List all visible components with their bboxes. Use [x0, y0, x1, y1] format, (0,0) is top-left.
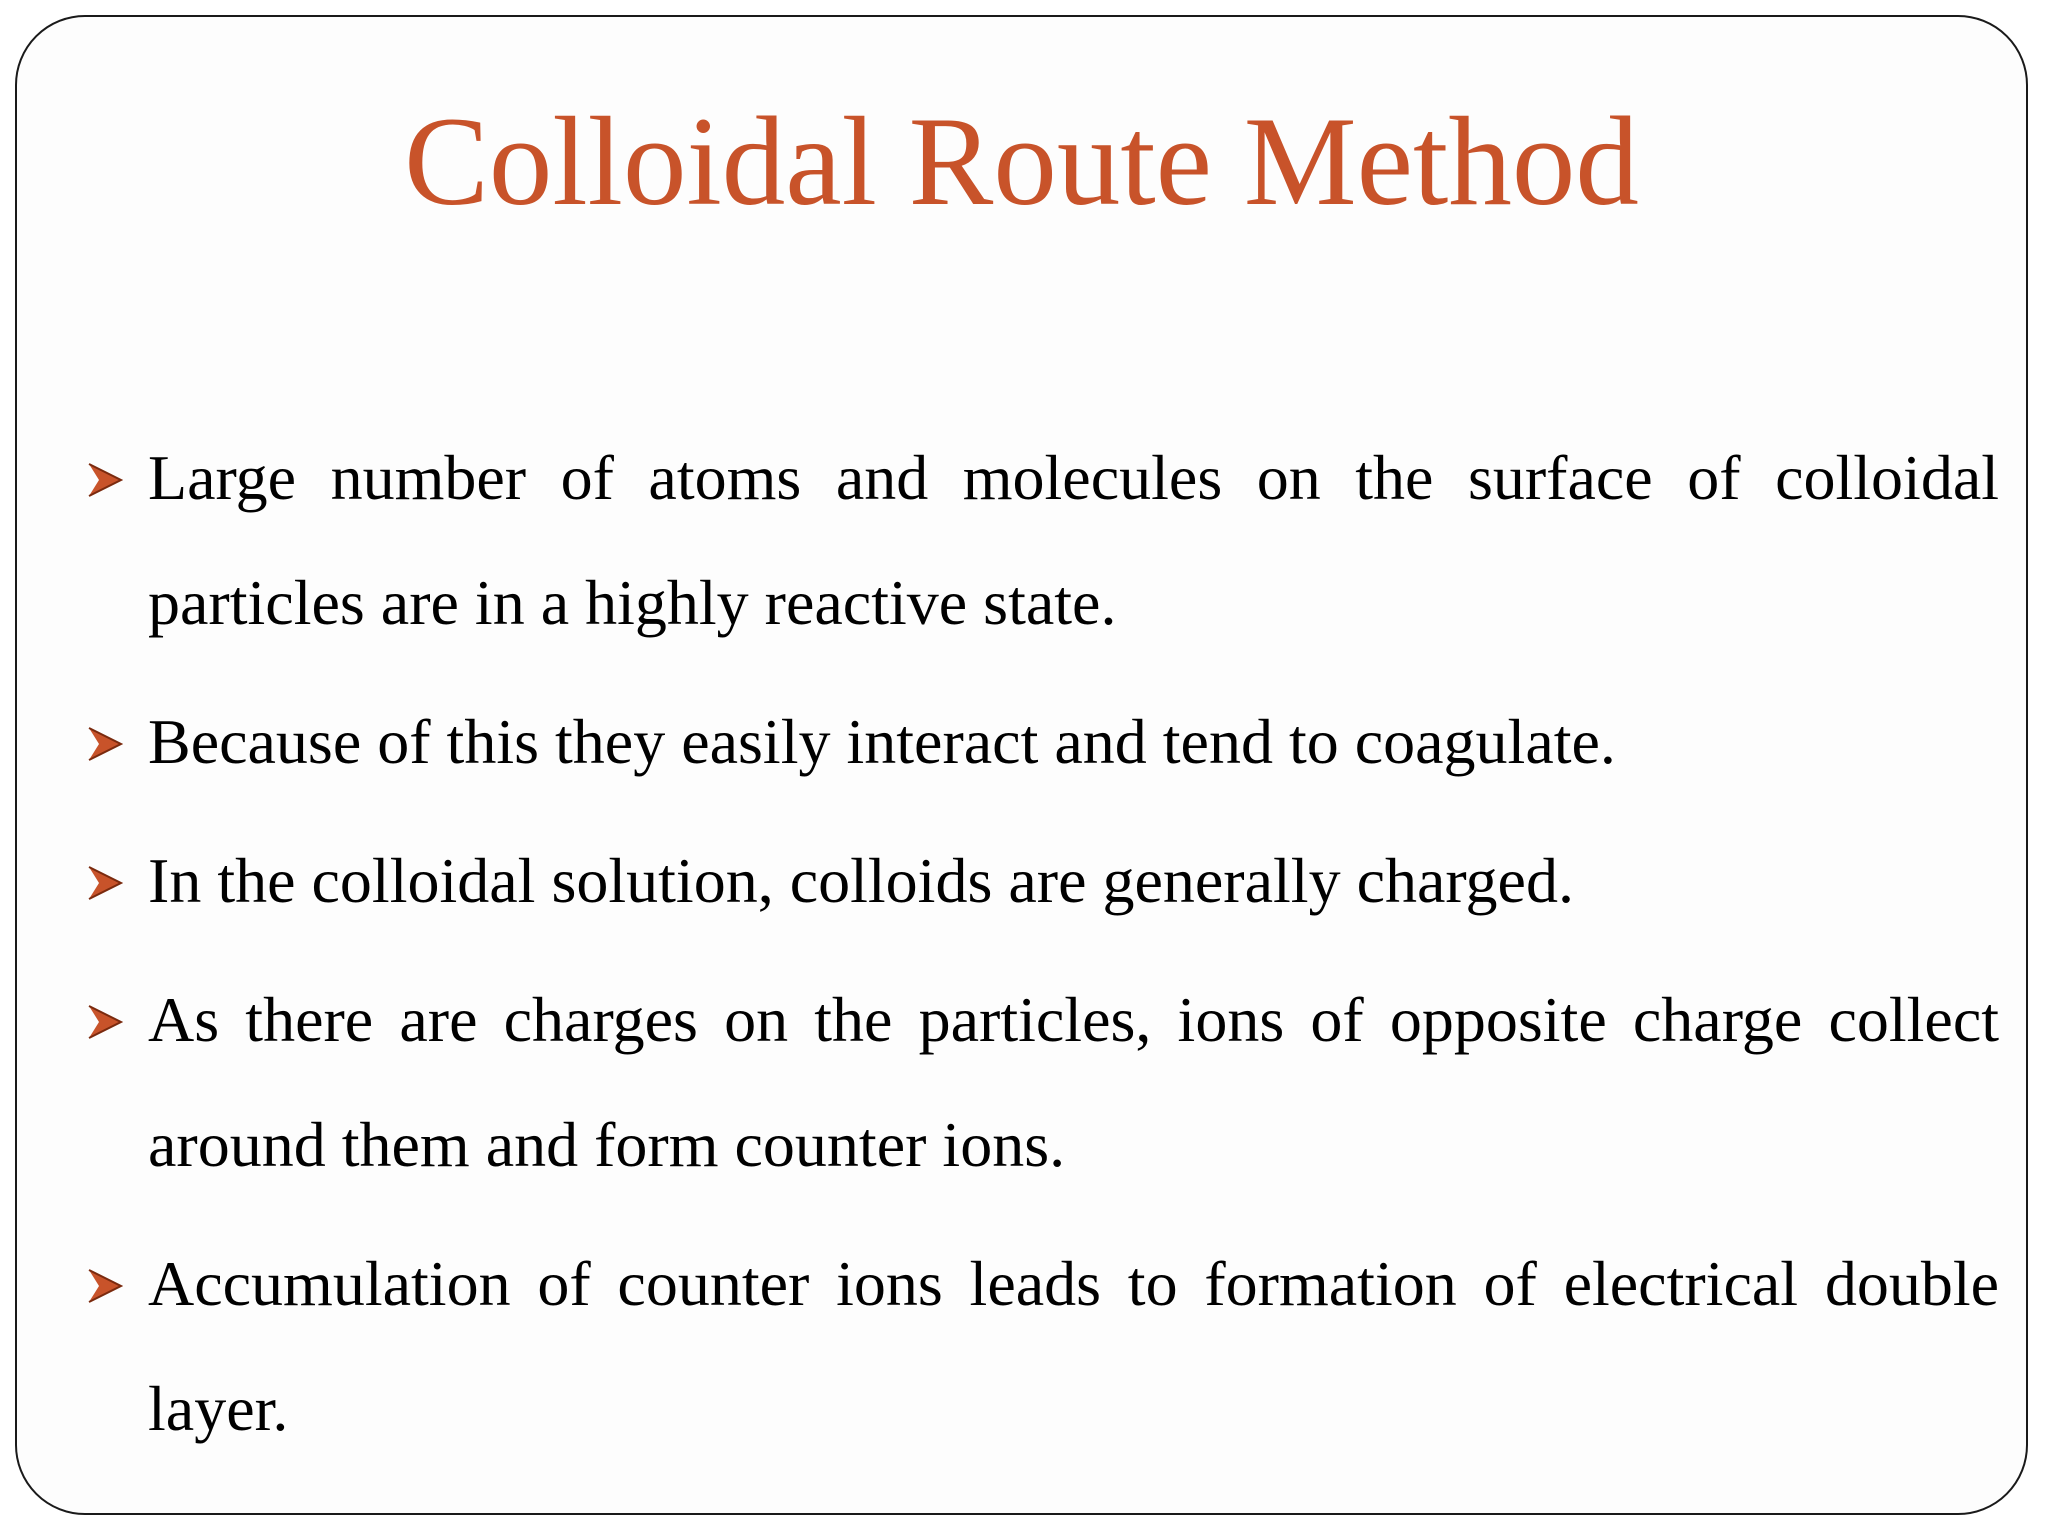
bullet-text: Accumulation of counter ions leads to formation of electrical double layer. [148, 1248, 1999, 1444]
bullet-list [87, 415, 1999, 1485]
bullet-item [87, 957, 1999, 1207]
arrowhead-bullet-icon [87, 726, 123, 762]
bullet-item [87, 1221, 1999, 1471]
slide-title: Colloidal Route Method [404, 92, 1639, 232]
arrowhead-bullet-icon [87, 865, 123, 901]
bullet-text: Because of this they easily interact and tend to coagulate. [148, 706, 1616, 777]
bullet-item [87, 415, 1999, 665]
bullet-item [87, 818, 1999, 943]
bullet-item [87, 679, 1999, 804]
slide-frame [15, 15, 2028, 1515]
bullet-text: In the colloidal solution, colloids are generally charged. [148, 845, 1574, 916]
bullet-text: As there are charges on the particles, ions of opposite charge collect around them and form counter ions. [148, 984, 1999, 1180]
arrowhead-bullet-icon [87, 462, 123, 498]
arrowhead-bullet-icon [87, 1004, 123, 1040]
bullet-text: Large number of atoms and molecules on the surface of colloidal particles are in a highly reactive state. [148, 442, 1999, 638]
arrowhead-bullet-icon [87, 1268, 123, 1304]
